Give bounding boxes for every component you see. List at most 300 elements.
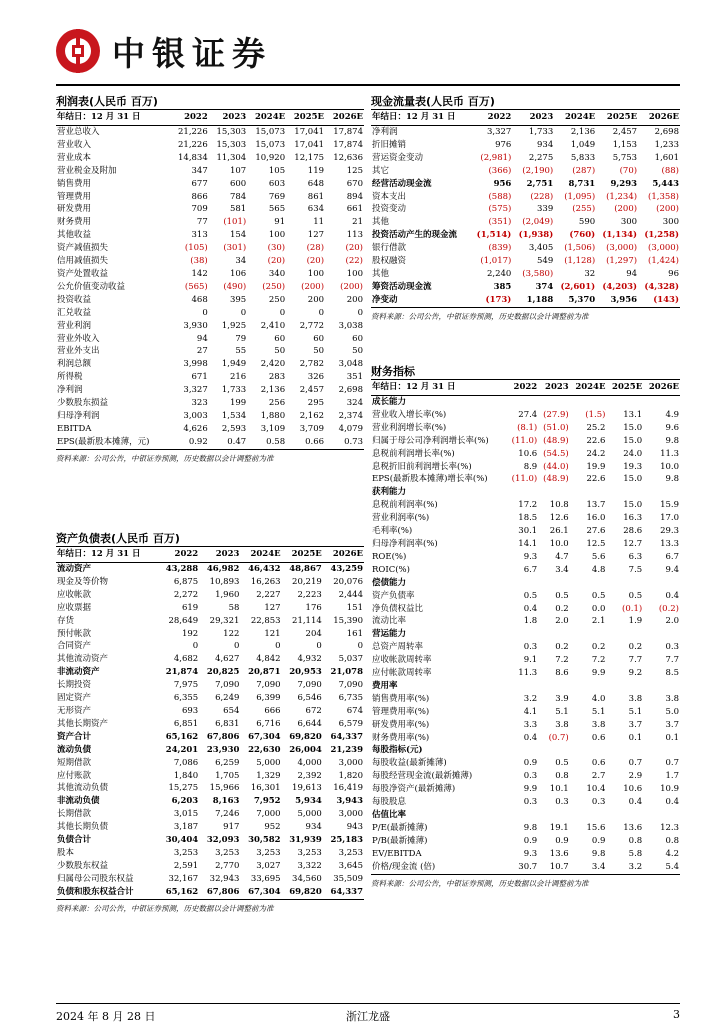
cell-value: 22.6	[586, 474, 606, 485]
cell-value: 48,867	[289, 564, 322, 574]
row-label: 营业成本	[57, 152, 92, 163]
row-label: 营业外收入	[57, 333, 100, 344]
cell-value: 35,509	[333, 873, 363, 884]
cell-value: 154	[229, 230, 247, 241]
cell-value: 300	[620, 217, 638, 228]
cell-value: 565	[268, 204, 286, 215]
cell-value: 200	[346, 294, 363, 305]
cell-value: 24.2	[586, 448, 606, 459]
cell-value: 8.6	[555, 668, 569, 679]
table-row	[371, 615, 680, 628]
cell-value: 15.0	[623, 474, 643, 485]
cell-value: (11.0)	[511, 474, 538, 485]
cell-value: 0	[357, 307, 363, 318]
table-row	[56, 602, 364, 615]
table-row	[371, 848, 680, 861]
cell-value: 33,695	[250, 873, 281, 884]
cell-value	[507, 486, 539, 499]
cell-value: 5.1	[628, 706, 643, 717]
cell-value: 5,000	[297, 809, 322, 820]
cell-value: 4.0	[591, 693, 606, 704]
table-row	[371, 757, 680, 770]
row-label: 信用减值损失	[57, 256, 109, 267]
year-end-label: 年结日：12 月 31 日	[56, 547, 158, 563]
cell-value: (0.2)	[658, 603, 679, 614]
row-label: 财务费用	[57, 217, 92, 228]
cell-value: (54.5)	[543, 448, 569, 459]
cell-value: 0.4	[665, 797, 679, 808]
row-label: 研发费用率(%)	[372, 719, 430, 730]
cell-value: 4.7	[555, 551, 569, 562]
row-label: 资产减值损失	[57, 243, 109, 254]
cell-value: 1,880	[260, 410, 286, 421]
cell-value: 3,253	[338, 847, 363, 858]
cell-value: 21	[352, 217, 363, 228]
cell-value: 17,041	[294, 127, 325, 137]
cell-value: 105	[268, 165, 286, 176]
table-row	[56, 834, 364, 847]
row-label: 净利润	[57, 385, 83, 396]
table-row	[371, 178, 680, 191]
cell-value	[643, 577, 680, 590]
row-label: 获利能力	[372, 487, 407, 498]
year-header: 2025E	[606, 380, 643, 396]
cell-value: 79	[235, 333, 247, 344]
cell-value: 121	[264, 628, 281, 639]
cell-value: 9.6	[665, 422, 679, 433]
cell-value: 64,337	[330, 731, 363, 742]
cell-value: 3,000	[338, 809, 363, 820]
cell-value: 374	[535, 281, 554, 292]
cell-value: 21,874	[165, 667, 199, 678]
cell-value	[606, 486, 643, 499]
cell-value: 709	[191, 204, 208, 215]
cell-value: 20,825	[206, 667, 240, 678]
year-header: 2024E	[554, 110, 596, 126]
cell-value: 127	[264, 602, 281, 613]
cell-value: 11	[313, 217, 325, 228]
cell-value: 2,698	[338, 385, 363, 396]
cell-value: 5,443	[652, 178, 679, 189]
table-header-row	[371, 380, 680, 396]
row-label: 研发费用	[57, 204, 92, 215]
row-label: 其他长期负债	[57, 822, 109, 833]
table-row	[56, 886, 364, 899]
table-row	[56, 744, 364, 757]
cell-value: 15,073	[255, 139, 286, 150]
cell-value: 3.9	[555, 693, 569, 704]
cell-value: 10.6	[518, 448, 538, 459]
cell-value: (255)	[572, 204, 596, 215]
row-label: 流动资产	[57, 564, 92, 574]
cell-value	[538, 628, 570, 641]
row-label: 费用率	[372, 680, 398, 691]
cell-value: 161	[346, 628, 363, 639]
cell-value: 30,404	[165, 835, 199, 846]
cell-value: 91	[274, 217, 286, 228]
cell-value: 0.7	[665, 758, 679, 769]
cell-value: 27	[196, 346, 208, 357]
cell-value: 13.6	[623, 822, 643, 833]
cell-value: (351)	[488, 217, 512, 228]
cell-value: 603	[268, 178, 286, 189]
cell-value: (8.1)	[517, 422, 538, 433]
cell-value: 3,405	[528, 243, 554, 254]
table-row	[56, 242, 364, 255]
cell-value: 26,004	[289, 744, 322, 755]
cell-value: 122	[223, 628, 240, 639]
cell-value: 30.7	[518, 861, 538, 872]
table-row	[56, 589, 364, 602]
cell-value: (228)	[530, 191, 554, 202]
cell-value: (3,000)	[606, 243, 638, 254]
cell-value: 9.2	[628, 668, 643, 679]
cell-value	[606, 628, 643, 641]
cell-value: 7,000	[256, 809, 281, 820]
cell-value: 2,457	[612, 127, 638, 137]
row-label: 其他流动资产	[57, 654, 109, 665]
row-label: 资产负债率	[372, 590, 415, 601]
row-label: 经营活动现金流	[372, 178, 432, 189]
cell-value: 15,073	[255, 127, 286, 137]
cell-value: 46,432	[248, 564, 281, 574]
cell-value: 674	[346, 705, 363, 716]
cell-value: 0.3	[591, 797, 606, 808]
row-label: 营业收入增长率(%)	[372, 409, 447, 420]
cell-value: 94	[196, 333, 208, 344]
table-row	[56, 808, 364, 821]
row-label: 筹资活动现金流	[372, 281, 432, 292]
cell-value: 250	[268, 294, 286, 305]
cell-value: 9.8	[665, 474, 679, 485]
table-row	[56, 718, 364, 731]
row-label: 折旧摊销	[372, 139, 407, 150]
section-title: 资产负债表(人民币 百万)	[56, 530, 364, 547]
cell-value: 1.8	[523, 616, 538, 627]
cell-value: 151	[346, 602, 363, 613]
cell-value: 125	[346, 165, 363, 176]
cell-value: (200)	[301, 281, 325, 292]
row-label: EPS(最新股本摊薄，元)	[57, 436, 150, 447]
row-label: 股权融资	[372, 256, 407, 267]
cell-value: 952	[264, 822, 281, 833]
row-label: 其他流动负债	[57, 783, 109, 794]
cell-value: 0.6	[591, 732, 606, 743]
cell-value: 934	[537, 139, 554, 150]
table-row	[371, 255, 680, 268]
cell-value: (588)	[488, 191, 512, 202]
cell-value: 2,770	[215, 860, 240, 871]
cell-value: 4.1	[523, 706, 538, 717]
cell-value: 0.92	[188, 436, 208, 447]
cell-value: 6,716	[256, 718, 281, 729]
cell-value: 67,806	[206, 886, 240, 897]
cell-value: 0.9	[555, 835, 569, 846]
cell-value: 0	[279, 307, 286, 318]
cell-value: 5,753	[612, 152, 638, 163]
cell-value: 7,090	[256, 680, 281, 691]
cell-value: 1,733	[528, 127, 554, 137]
row-label: 投资变动	[372, 204, 407, 215]
cell-value: 69,820	[289, 886, 322, 897]
cell-value: 3,038	[338, 320, 363, 331]
cell-value: 2.9	[628, 771, 643, 782]
header-divider	[56, 84, 680, 86]
cell-value: 13.7	[586, 500, 606, 511]
cell-value: 4,932	[297, 654, 322, 665]
cell-value: 22.6	[586, 435, 606, 446]
cell-value: 6,259	[215, 757, 240, 768]
cell-value: (1,297)	[606, 256, 638, 267]
cell-value: (88)	[661, 165, 679, 176]
cell-value: 25.2	[586, 422, 606, 433]
cell-value: 1,233	[654, 139, 679, 150]
year-header: 2026E	[325, 110, 364, 126]
table-row	[371, 590, 680, 603]
cell-value: 19.1	[549, 822, 569, 833]
cell-value: 3,253	[173, 847, 199, 858]
cell-value: 917	[223, 822, 240, 833]
cell-value: 15,303	[216, 127, 247, 137]
cell-value: 3,015	[173, 809, 199, 820]
row-label: 营运资金变动	[372, 152, 424, 163]
cell-value: 11.3	[518, 668, 538, 679]
cell-value: 30,582	[248, 835, 281, 846]
table-row	[371, 525, 680, 538]
row-label: 应收票据	[57, 602, 92, 613]
table-row	[371, 564, 680, 577]
cash-flow-section	[371, 93, 680, 321]
cell-value: 20,219	[292, 576, 322, 587]
table-row	[371, 422, 680, 435]
cell-value: 7.2	[591, 655, 606, 666]
cell-value: 0.3	[555, 797, 569, 808]
cell-value: 67,304	[248, 731, 281, 742]
data-table	[56, 547, 364, 899]
cell-value	[538, 680, 570, 693]
cell-value: 3,709	[299, 423, 325, 434]
table-row	[371, 473, 680, 486]
cell-value: 0.3	[523, 771, 538, 782]
table-row	[56, 410, 364, 423]
cell-value: 9.3	[523, 848, 538, 859]
cell-value: 10.4	[586, 784, 606, 795]
cell-value: 65,162	[165, 731, 199, 742]
cell-value: 199	[229, 398, 247, 409]
cell-value: 6,579	[338, 718, 363, 729]
cell-value: 7,090	[297, 680, 322, 691]
cell-value: 15.0	[623, 500, 643, 511]
cell-value: 0.8	[628, 835, 643, 846]
cell-value: 77	[196, 217, 208, 228]
row-label: 投资收益	[57, 294, 92, 305]
cell-value: 3,327	[487, 127, 512, 137]
cell-value: 351	[346, 372, 363, 383]
cell-value: 313	[191, 230, 208, 241]
cell-value: 8.9	[523, 461, 538, 472]
cell-value: 4,842	[256, 654, 281, 665]
cell-value: 9.3	[523, 551, 538, 562]
cell-value: (173)	[485, 294, 512, 305]
cell-value: 1,601	[654, 152, 679, 163]
cell-value: 69,820	[289, 731, 322, 742]
cell-value: 6,249	[215, 693, 240, 704]
cell-value: 619	[181, 602, 199, 613]
table-row	[371, 499, 680, 512]
cell-value: 26.1	[549, 526, 569, 537]
cell-value: 1,925	[221, 320, 247, 331]
row-label: ROIC(%)	[372, 564, 410, 575]
source-note: 资料来源：公司公告，中银证券预测，历史数据以会计调整前为准	[56, 899, 364, 913]
cell-value: (2,049)	[522, 217, 554, 228]
cell-value: 127	[307, 230, 325, 241]
cell-value: (1,514)	[476, 230, 512, 241]
table-row	[371, 641, 680, 654]
cell-value	[507, 396, 539, 409]
row-label: 应付账款	[57, 770, 92, 781]
cell-value: 0.5	[555, 590, 569, 601]
year-header: 2026E	[643, 380, 680, 396]
cell-value: 0.47	[227, 436, 247, 447]
cell-value: 50	[274, 346, 286, 357]
cell-value: 28,649	[168, 615, 199, 626]
cell-value: 7.2	[555, 655, 569, 666]
table-row	[371, 719, 680, 732]
cell-value: 12,175	[294, 152, 325, 163]
cell-value: 20,953	[289, 667, 322, 678]
row-label: 现金及等价物	[57, 576, 109, 587]
cell-value: (1.5)	[585, 409, 606, 420]
row-label: ROE(%)	[372, 551, 407, 562]
table-row	[371, 693, 680, 706]
cell-value: (11.0)	[511, 435, 538, 446]
cell-value: 300	[662, 217, 679, 228]
cell-value: 3,109	[260, 423, 286, 434]
year-header: 2023	[512, 110, 554, 126]
row-label: 流动比率	[372, 616, 407, 627]
cell-value: 784	[229, 191, 247, 202]
cell-value: 256	[268, 398, 286, 409]
cell-value: 9.8	[523, 822, 538, 833]
cell-value: 9.9	[523, 784, 538, 795]
cell-value: (1,424)	[648, 256, 679, 267]
cell-value: 15,966	[209, 783, 240, 794]
cell-value: 5.1	[591, 706, 606, 717]
cell-value: 7,246	[215, 809, 240, 820]
cell-value: 324	[346, 398, 363, 409]
cell-value: (20)	[267, 256, 286, 267]
cell-value	[606, 396, 643, 409]
cell-value: 192	[181, 628, 199, 639]
cell-value: 2,772	[299, 320, 325, 331]
year-end-label: 年结日：12 月 31 日	[371, 110, 470, 126]
cell-value: 17,874	[333, 127, 363, 137]
row-label: 营运能力	[372, 629, 407, 640]
cell-value: 24.0	[623, 448, 643, 459]
cell-value: 67,806	[206, 731, 240, 742]
cell-value: 0.4	[628, 797, 643, 808]
cell-value: 0	[192, 641, 199, 652]
cell-value: 25,183	[330, 835, 363, 846]
cell-value: 4.8	[591, 564, 606, 575]
table-row	[371, 577, 680, 590]
cell-value: 2,444	[338, 589, 363, 600]
cell-value: 7.5	[628, 564, 643, 575]
cell-value: 6,875	[173, 576, 199, 587]
cell-value: 65,162	[165, 886, 199, 897]
row-label: 价格/现金流 (倍)	[372, 861, 436, 872]
cell-value: 3.8	[555, 719, 569, 730]
cell-value: 6,355	[173, 693, 199, 704]
row-label: 其它	[372, 165, 390, 176]
cell-value: 6,399	[256, 693, 281, 704]
cell-value: 60	[313, 333, 325, 344]
cell-value: 16.0	[586, 513, 606, 524]
cell-value: 15.0	[623, 435, 643, 446]
cell-value: (1,234)	[606, 191, 638, 202]
table-row	[56, 757, 364, 770]
cell-value: 2,420	[260, 359, 286, 370]
table-row	[56, 307, 364, 320]
table-row	[56, 126, 364, 139]
row-label: 每股收益(最新摊薄)	[372, 758, 447, 769]
cell-value	[643, 628, 680, 641]
row-label: 息税前利润率(%)	[372, 500, 438, 511]
table-row	[56, 203, 364, 216]
cell-value: 10.9	[660, 784, 679, 795]
cell-value: 0.0	[591, 603, 606, 614]
cell-value	[538, 577, 570, 590]
cell-value: 5,833	[570, 152, 596, 163]
cell-value: 7.7	[628, 655, 643, 666]
row-label: 毛利率(%)	[372, 526, 413, 537]
row-label: 偿债能力	[372, 577, 407, 588]
cell-value: 11.3	[660, 448, 679, 459]
cell-value: (2,981)	[480, 152, 512, 163]
cell-value: 2.1	[591, 616, 606, 627]
table-row	[56, 384, 364, 397]
cell-value: 64,337	[330, 886, 363, 897]
cell-value: 3.8	[665, 693, 679, 704]
cell-value: 50	[313, 346, 325, 357]
table-row	[56, 873, 364, 886]
cell-value: 769	[268, 191, 286, 202]
cell-value: 46,982	[206, 564, 240, 574]
cell-value: 50	[352, 346, 363, 357]
cell-value: 21,226	[178, 127, 208, 137]
cell-value: 10,893	[209, 576, 240, 587]
cell-value: (44.0)	[543, 461, 569, 472]
cell-value: 9.4	[665, 564, 679, 575]
cell-value: 670	[346, 178, 363, 189]
cell-value: 0.5	[591, 590, 606, 601]
cell-value: 29.3	[660, 526, 679, 537]
table-row	[371, 435, 680, 448]
cell-value: 5,037	[338, 654, 363, 665]
row-label: 其他	[372, 217, 390, 228]
year-header: 2023	[199, 547, 240, 563]
table-row	[371, 152, 680, 165]
cell-value	[606, 577, 643, 590]
cell-value: 16.3	[623, 513, 643, 524]
row-label: 所得税	[57, 372, 83, 383]
table-row	[56, 268, 364, 281]
cell-value: 10.0	[660, 461, 679, 472]
cell-value: 0.3	[523, 797, 538, 808]
cell-value	[570, 628, 607, 641]
cell-value: 1,840	[173, 770, 199, 781]
cell-value: 22,630	[248, 744, 281, 755]
